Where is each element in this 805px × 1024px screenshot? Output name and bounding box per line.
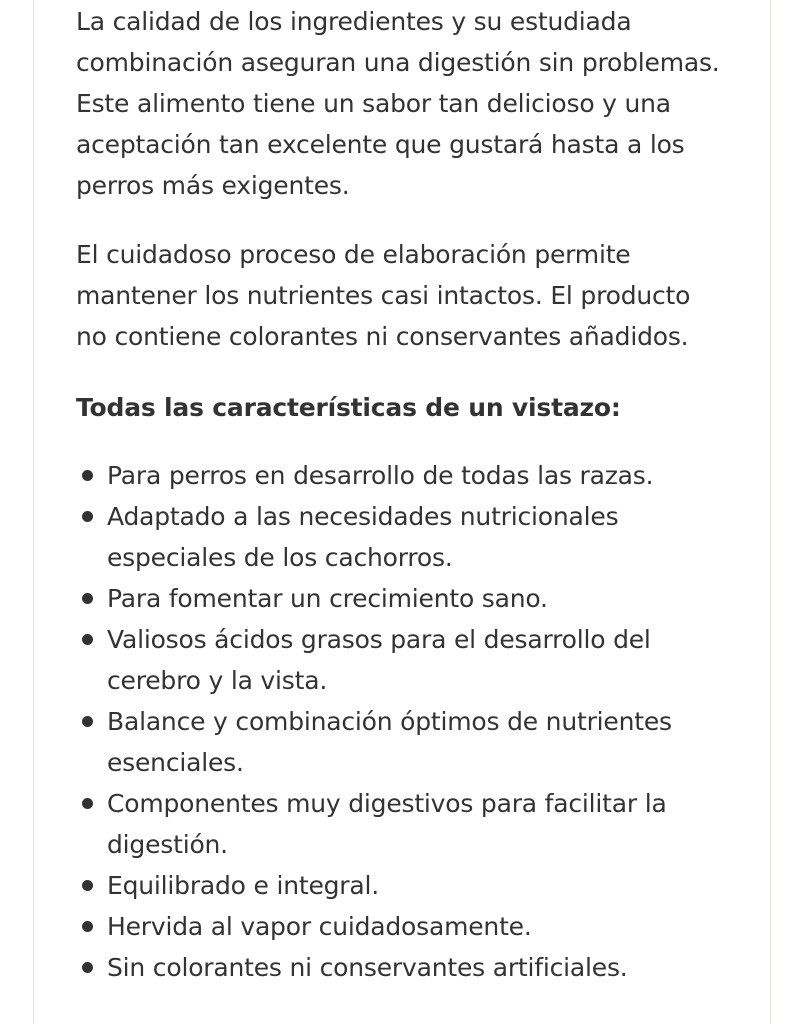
feature-item-text: Balance y combinación óptimos de nutrientes esenciales. <box>107 707 672 777</box>
feature-item-text: Para perros en desarrollo de todas las razas. <box>107 461 654 490</box>
feature-item <box>76 865 726 906</box>
description-paragraph-2: El cuidadoso proceso de elaboración permite mantener los nutrientes casi intactos. El producto no contiene colorantes ni conservantes añadidos. <box>76 240 691 351</box>
bullet-icon <box>82 798 93 809</box>
feature-item <box>76 947 726 988</box>
bullet-icon <box>82 511 93 522</box>
feature-item <box>76 578 726 619</box>
features-heading: Todas las características de un vistazo: <box>76 393 621 422</box>
bullet-icon <box>82 634 93 645</box>
bullet-icon <box>82 880 93 891</box>
bullet-icon <box>82 716 93 727</box>
description-paragraph-1: La calidad de los ingredientes y su estudiada combinación aseguran una digestión sin problemas. Este alimento tiene un sabor tan delicioso y una aceptación tan excelente que gustará hasta a los perros más exigentes. <box>76 7 720 200</box>
feature-item-text: Sin colorantes ni conservantes artificiales. <box>107 953 628 982</box>
feature-item-text: Equilibrado e integral. <box>107 871 379 900</box>
feature-item <box>76 701 726 783</box>
bullet-icon <box>82 962 93 973</box>
features-list <box>76 455 726 988</box>
bullet-icon <box>82 470 93 481</box>
feature-item-text: Para fomentar un crecimiento sano. <box>107 584 548 613</box>
feature-item <box>76 619 726 701</box>
bullet-icon <box>82 921 93 932</box>
feature-item <box>76 783 726 865</box>
feature-item <box>76 496 726 578</box>
bullet-icon <box>82 593 93 604</box>
feature-item-text: Componentes muy digestivos para facilitar la digestión. <box>107 789 667 859</box>
feature-item <box>76 455 726 496</box>
feature-item-text: Valiosos ácidos grasos para el desarrollo del cerebro y la vista. <box>107 625 651 695</box>
feature-item <box>76 906 726 947</box>
feature-item-text: Hervida al vapor cuidadosamente. <box>107 912 532 941</box>
feature-item-text: Adaptado a las necesidades nutricionales especiales de los cachorros. <box>107 502 619 572</box>
